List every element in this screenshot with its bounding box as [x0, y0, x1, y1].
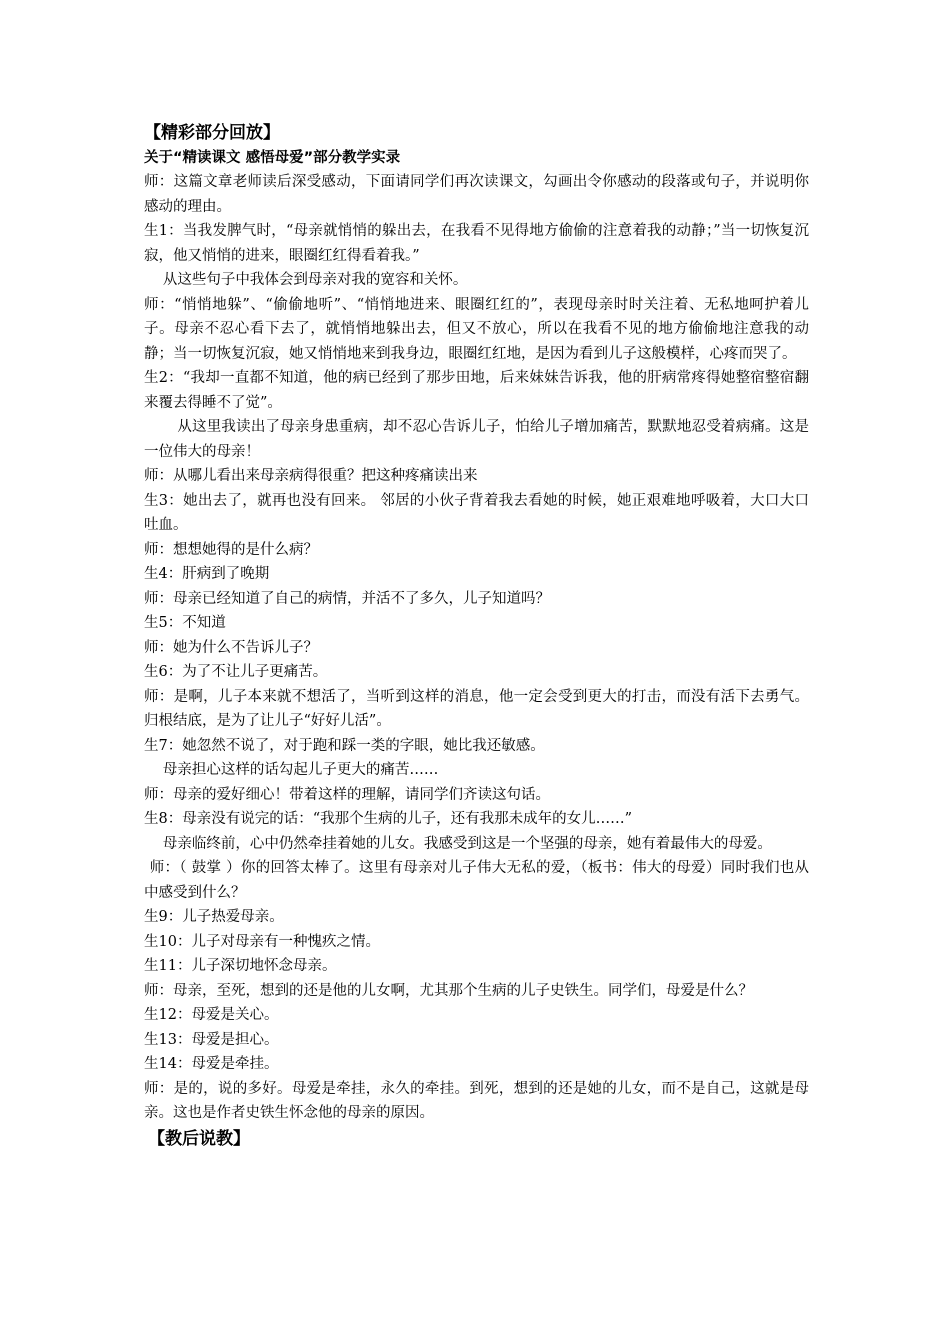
paragraph: 师：（ 鼓掌 ）你的回答太棒了。这里有母亲对儿子伟大无私的爱，（板书：伟大的母爱）同时我们也从中感受到什么？ [144, 860, 809, 901]
paragraph: 师：母亲的爱好细心！带着这样的理解，请同学们齐读这句话。 [144, 786, 550, 803]
paragraph: 生8：母亲没有说完的话：“我那个生病的儿子，还有我那未成年的女儿……” [144, 811, 633, 827]
paragraph: 师：是啊，儿子本来就不想活了，当听到这样的消息，他一定会受到更大的打击，而没有活下去勇气。归根结底，是为了让儿子“好好儿活”。 [144, 688, 809, 729]
subtitle: 关于“精读课文 感悟母爱”部分教学实录 [144, 150, 401, 166]
paragraph: 师：是的，说的多好。母爱是牵挂，永久的牵挂。到死，想到的还是她的儿女，而不是自己，这就是母亲。这也是作者史铁生怀念他的母亲的原因。 [144, 1080, 809, 1121]
paragraph: 师：她为什么不告诉儿子？ [144, 639, 318, 656]
paragraph: 从这些句子中我体会到母亲对我的宽容和关怀。 [162, 272, 468, 288]
paragraph: 师：母亲已经知道了自己的病情，并活不了多久，儿子知道吗？ [144, 590, 550, 607]
document-page [144, 120, 809, 1152]
paragraph: 生3：她出去了，就再也没有回来。 邻居的小伙子背着我去看她的时候，她正艰难地呼吸着，大口大口吐血。 [144, 492, 809, 533]
paragraph: 生12：母爱是关心。 [144, 1007, 279, 1023]
paragraph: 生11：儿子深切地怀念母亲。 [144, 958, 337, 974]
paragraph: 师：这篇文章老师读后深受感动，下面请同学们再次读课文，勾画出令你感动的段落或句子，并说明你感动的理由。 [144, 174, 809, 215]
paragraph: 师：“悄悄地躲”、“偷偷地听”、“悄悄地进来、眼圈红红的”，表现母亲时时关注着、无私地呵护着儿子。母亲不忍心看下去了，就悄悄地躲出去，但又不放心，所以在我看不见的地方偷偷地注意我的动静；当一切恢复沉寂，她又悄悄地来到我身边，眼圈红红地，是因为看到儿子这般模样，心疼而哭了。 [144, 296, 809, 362]
paragraph: 生14：母爱是牵挂。 [144, 1056, 279, 1072]
paragraph: 生13：母爱是担心。 [144, 1031, 279, 1048]
section-title: 【精彩部分回放】 [144, 123, 280, 143]
paragraph: 生1：当我发脾气时，“母亲就悄悄的躲出去，在我看不见得地方偷偷的注意着我的动静；”当一切恢复沉寂，他又悄悄的进来，眼圈红红得看着我。” [144, 223, 809, 264]
paragraph: 生7：她忽然不说了，对于跑和踩一类的字眼，她比我还敏感。 [144, 737, 545, 754]
end-section-title: 【教后说教】 [148, 1128, 250, 1149]
paragraph: 生4：肝病到了晚期 [144, 566, 270, 582]
paragraph: 师：母亲，至死，想到的还是他的儿女啊，尤其那个生病的儿子史铁生。同学们，母爱是什么？ [144, 982, 753, 999]
paragraph: 母亲担心这样的话勾起儿子更大的痛苦…… [162, 762, 439, 778]
paragraph: 生2：“我却一直都不知道，他的病已经到了那步田地，后来妹妹告诉我，他的肝病常疼得她整宿整宿翻来覆去得睡不了觉”。 [144, 370, 809, 411]
paragraph: 生5：不知道 [144, 615, 226, 631]
paragraph: 从这里我读出了母亲身患重病，却不忍心告诉儿子，怕给儿子增加痛苦，默默地忍受着病痛。这是一位伟大的母亲！ [144, 419, 809, 460]
paragraph: 师：想想她得的是什么病？ [144, 541, 318, 558]
paragraph: 母亲临终前，心中仍然牵挂着她的儿女。我感受到这是一个坚强的母亲，她有着最伟大的母爱。 [162, 835, 772, 852]
body-text [144, 170, 809, 1126]
paragraph: 师：从哪儿看出来母亲病得很重？把这种疼痛读出来 [144, 468, 478, 484]
paragraph: 生6：为了不让儿子更痛苦。 [144, 664, 328, 680]
paragraph: 生9：儿子热爱母亲。 [144, 909, 284, 925]
paragraph: 生10：儿子对母亲有一种愧疚之情。 [144, 933, 380, 950]
